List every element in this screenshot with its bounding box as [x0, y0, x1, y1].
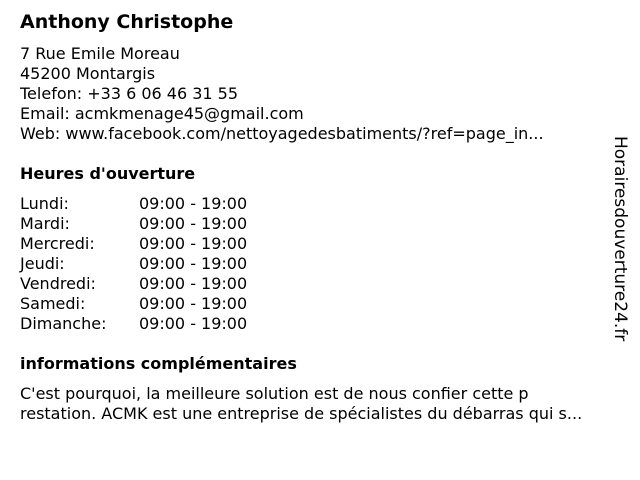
hours-row-dimanche	[20, 314, 280, 334]
business-name: Anthony Christophe	[20, 11, 234, 33]
info-description	[20, 384, 632, 424]
time-range: 09:00 - 19:00	[139, 194, 248, 213]
day-label: Lundi:	[20, 194, 69, 213]
contact-block	[20, 44, 600, 144]
hours-row-mardi	[20, 214, 280, 234]
day-label: Mardi:	[20, 214, 70, 233]
hours-row-mercredi	[20, 234, 280, 254]
day-label: Samedi:	[20, 294, 86, 313]
day-label: Mercredi:	[20, 234, 95, 253]
hours-row-samedi	[20, 294, 280, 314]
hours-table	[20, 194, 280, 334]
hours-row-lundi	[20, 194, 280, 214]
info-line-2: restation. ACMK est une entreprise de spécialistes du débarras qui s...	[20, 404, 583, 423]
email-line[interactable]: Email: acmkmenage45@gmail.com	[20, 104, 304, 123]
time-range: 09:00 - 19:00	[139, 294, 248, 313]
hours-heading: Heures d'ouverture	[20, 164, 196, 183]
site-watermark: Horairesdouverture24.fr	[610, 136, 630, 342]
day-label: Vendredi:	[20, 274, 96, 293]
info-line-1: C'est pourquoi, la meilleure solution est de nous confier cette p	[20, 384, 529, 403]
web-line[interactable]: Web: www.facebook.com/nettoyagedesbatiments/?ref=page_in...	[20, 124, 544, 143]
phone-line[interactable]: Telefon: +33 6 06 46 31 55	[20, 84, 239, 103]
day-label: Dimanche:	[20, 314, 107, 333]
street-address: 7 Rue Emile Moreau	[20, 44, 180, 63]
time-range: 09:00 - 19:00	[139, 274, 248, 293]
hours-row-vendredi	[20, 274, 280, 294]
time-range: 09:00 - 19:00	[139, 214, 248, 233]
info-heading: informations complémentaires	[20, 354, 297, 373]
time-range: 09:00 - 19:00	[139, 314, 248, 333]
time-range: 09:00 - 19:00	[139, 234, 248, 253]
hours-row-jeudi	[20, 254, 280, 274]
day-label: Jeudi:	[20, 254, 65, 273]
time-range: 09:00 - 19:00	[139, 254, 248, 273]
city-address: 45200 Montargis	[20, 64, 156, 83]
